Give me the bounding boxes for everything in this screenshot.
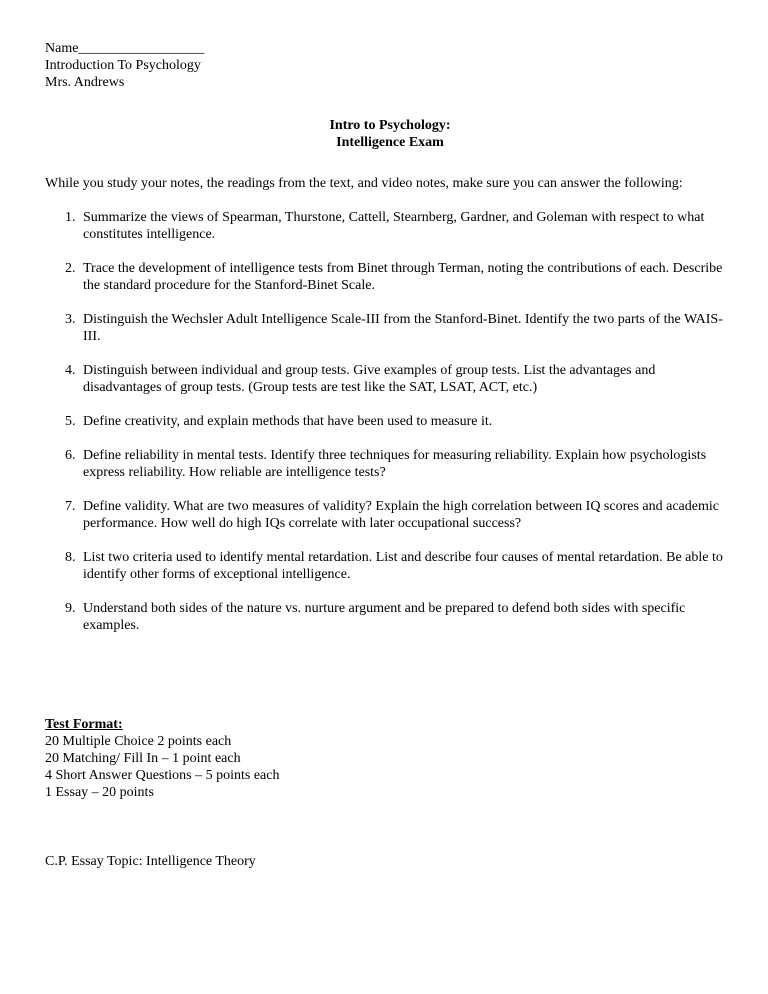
list-item bbox=[45, 498, 735, 532]
list-item bbox=[45, 549, 735, 583]
list-item bbox=[45, 600, 735, 634]
question-number: 4. bbox=[65, 363, 76, 378]
test-format-section bbox=[45, 716, 735, 801]
question-number: 5. bbox=[65, 414, 76, 429]
list-item bbox=[45, 260, 735, 294]
question-text: Trace the development of intelligence tests from Binet through Terman, noting the contributions of each. Describe the standard procedure for the Stanford-Binet Scale. bbox=[83, 261, 723, 293]
test-format-item: 4 Short Answer Questions – 5 points each bbox=[45, 768, 280, 783]
question-text: Define reliability in mental tests. Identify three techniques for measuring reliability. Explain how psychologists express reliability. How reliable are intelligence tests? bbox=[83, 448, 707, 480]
question-text: Distinguish the Wechsler Adult Intelligence Scale-III from the Stanford-Binet. Identify the two parts of the WAIS-III. bbox=[83, 312, 723, 344]
question-text: Summarize the views of Spearman, Thurstone, Cattell, Stearnberg, Gardner, and Goleman with respect to what constitutes intelligence. bbox=[83, 210, 705, 242]
question-number: 8. bbox=[65, 550, 76, 565]
course-name: Introduction To Psychology bbox=[45, 58, 201, 73]
teacher-name: Mrs. Andrews bbox=[45, 75, 125, 90]
study-questions-list bbox=[45, 209, 735, 634]
question-number: 1. bbox=[65, 210, 76, 225]
document-header bbox=[45, 40, 735, 91]
essay-topic: C.P. Essay Topic: Intelligence Theory bbox=[45, 854, 256, 869]
test-format-item: 20 Multiple Choice 2 points each bbox=[45, 734, 232, 749]
title-line-2: Intelligence Exam bbox=[336, 135, 444, 150]
intro-paragraph: While you study your notes, the readings from the text, and video notes, make sure you can answer the following: bbox=[45, 176, 683, 191]
student-name-line: Name__________________ bbox=[45, 41, 205, 56]
list-item bbox=[45, 311, 735, 345]
question-text: Distinguish between individual and group tests. Give examples of group tests. List the advantages and disadvantages of group tests. (Group tests are test like the SAT, LSAT, ACT, etc.) bbox=[83, 363, 656, 395]
document-title bbox=[45, 117, 735, 151]
question-number: 6. bbox=[65, 448, 76, 463]
question-number: 3. bbox=[65, 312, 76, 327]
list-item bbox=[45, 413, 735, 430]
list-item bbox=[45, 447, 735, 481]
title-line-1: Intro to Psychology: bbox=[329, 118, 451, 133]
document-page bbox=[45, 40, 735, 870]
test-format-item: 20 Matching/ Fill In – 1 point each bbox=[45, 751, 241, 766]
list-item bbox=[45, 362, 735, 396]
question-text: Understand both sides of the nature vs. nurture argument and be prepared to defend both sides with specific examples. bbox=[83, 601, 686, 633]
test-format-heading: Test Format: bbox=[45, 717, 123, 732]
test-format-item: 1 Essay – 20 points bbox=[45, 785, 154, 800]
question-text: Define validity. What are two measures of validity? Explain the high correlation between IQ scores and academic performance. How well do high IQs correlate with later occupational success? bbox=[83, 499, 719, 531]
question-number: 2. bbox=[65, 261, 76, 276]
question-text: Define creativity, and explain methods that have been used to measure it. bbox=[83, 414, 493, 429]
question-number: 9. bbox=[65, 601, 76, 616]
question-text: List two criteria used to identify mental retardation. List and describe four causes of mental retardation. Be able to identify other forms of exceptional intelligence. bbox=[83, 550, 723, 582]
list-item bbox=[45, 209, 735, 243]
question-number: 7. bbox=[65, 499, 76, 514]
